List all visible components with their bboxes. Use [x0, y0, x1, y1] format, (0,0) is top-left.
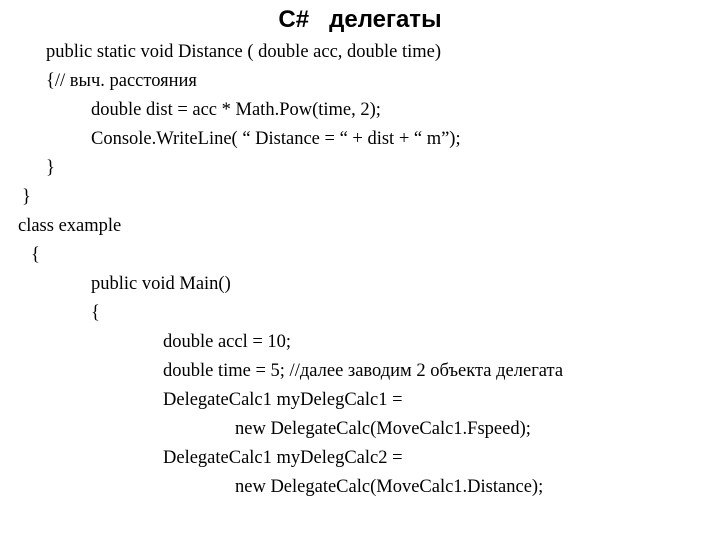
- code-line-deleg1-new: new DelegateCalc(MoveCalc1.Fspeed);: [235, 419, 531, 439]
- code-line-open-brace-comment: {// выч. расстояния: [46, 71, 197, 91]
- slide-title: C# делегаты: [278, 6, 442, 33]
- code-line-writeline: Console.WriteLine( “ Distance = “ + dist + “ m”);: [91, 129, 461, 149]
- code-line-accl: double accl = 10;: [163, 332, 292, 352]
- code-line-deleg2-decl: DelegateCalc1 myDelegCalc2 =: [163, 448, 403, 468]
- code-line-class-example: class example: [18, 216, 122, 236]
- code-line-deleg2-new: new DelegateCalc(MoveCalc1.Distance);: [235, 477, 544, 497]
- code-line-main-open-brace: {: [91, 303, 100, 323]
- code-line-close-brace-outer: }: [22, 187, 31, 207]
- code-line-main: public void Main(): [91, 274, 231, 294]
- code-line-deleg1-decl: DelegateCalc1 myDelegCalc1 =: [163, 390, 403, 410]
- code-line-close-brace: }: [46, 158, 55, 178]
- code-line-method-signature: public static void Distance ( double acc, double time): [46, 42, 442, 62]
- code-line-class-open-brace: {: [31, 245, 40, 265]
- code-line-time: double time = 5; //далее заводим 2 объекта делегата: [163, 361, 564, 381]
- code-line-dist: double dist = acc * Math.Pow(time, 2);: [91, 100, 381, 120]
